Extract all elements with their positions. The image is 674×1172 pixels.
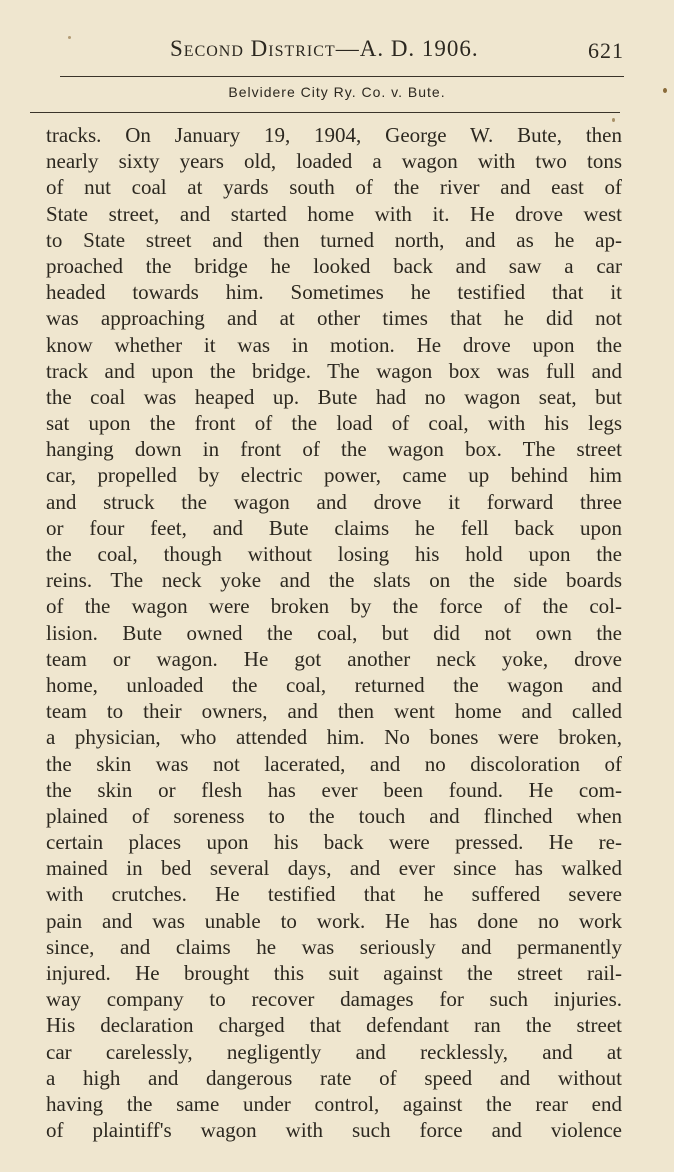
text-line: a physician, who attended him. No bones were broken, [46,725,622,750]
page-number: 621 [588,38,624,63]
text-line: sat upon the front of the load of coal, with his legs [46,411,622,436]
text-line: His declaration charged that defendant ran the street [46,1013,622,1038]
text-line: or four feet, and Bute claims he fell back upon [46,515,622,540]
caption-rule [30,112,620,113]
text-line: State street, and started home with it. He drove west [46,201,622,226]
text-line: reins. The neck yoke and the slats on the side boards [46,568,622,593]
text-line: with crutches. He testified that he suffered severe [46,882,622,907]
text-line: team or wagon. He got another neck yoke, drove [46,646,622,671]
case-caption: Belvidere City Ry. Co. v. Bute. [228,84,446,100]
text-line: pain and was unable to work. He has done no work [46,908,622,933]
paper-speck [663,88,667,93]
text-line: home, unloaded the coal, returned the wagon and [46,672,622,697]
text-line: of the wagon were broken by the force of the col- [46,594,622,619]
text-line: a high and dangerous rate of speed and without [46,1065,622,1090]
text-line: car, propelled by electric power, came up behind him [46,463,622,488]
paper-speck [68,36,71,39]
text-line: injured. He brought this suit against the street rail- [46,961,622,985]
text-line: way company to recover damages for such injuries. [46,987,622,1012]
text-line: team to their owners, and then went home and called [46,699,622,724]
text-line: since, and claims he was seriously and permanently [46,934,622,959]
text-line: of nut coal at yards south of the river and east of [46,175,622,200]
text-line: car carelessly, negligently and recklessly, and at [46,1039,622,1064]
text-line: track and upon the bridge. The wagon box was full and [46,358,622,383]
text-line: hanging down in front of the wagon box. The street [46,437,622,462]
text-line: headed towards him. Sometimes he testified that it [46,280,622,305]
text-line: mained in bed several days, and ever since has walked [46,856,622,881]
header-rule [60,76,624,77]
text-line: was approaching and at other times that he did not [46,306,622,331]
text-line: the skin was not lacerated, and no discoloration of [46,751,622,776]
text-line: proached the bridge he looked back and saw a car [46,253,622,278]
text-line: plained of soreness to the touch and flinched when [46,803,622,828]
text-line: know whether it was in motion. He drove upon the [46,332,622,357]
text-line: to State street and then turned north, and as he ap- [46,227,622,252]
body-text [46,122,622,1143]
running-head [0,34,674,70]
text-line: the skin or flesh has ever been found. He com- [46,777,622,802]
text-line: nearly sixty years old, loaded a wagon with two tons [46,149,622,174]
text-line: the coal was heaped up. Bute had no wagon seat, but [46,384,622,409]
text-line: lision. Bute owned the coal, but did not own the [46,620,622,645]
text-line: of plaintiff's wagon with such force and violence [46,1118,622,1143]
text-line: tracks. On January 19, 1904, George W. Bute, then [46,123,622,147]
text-line: and struck the wagon and drove it forward three [46,489,622,514]
running-title: Second District—A. D. 1906. [170,36,479,61]
text-line: having the same under control, against the rear end [46,1091,622,1116]
paper-speck [612,118,615,122]
text-line: the coal, though without losing his hold upon the [46,542,622,566]
text-line: certain places upon his back were pressed. He re- [46,830,622,855]
